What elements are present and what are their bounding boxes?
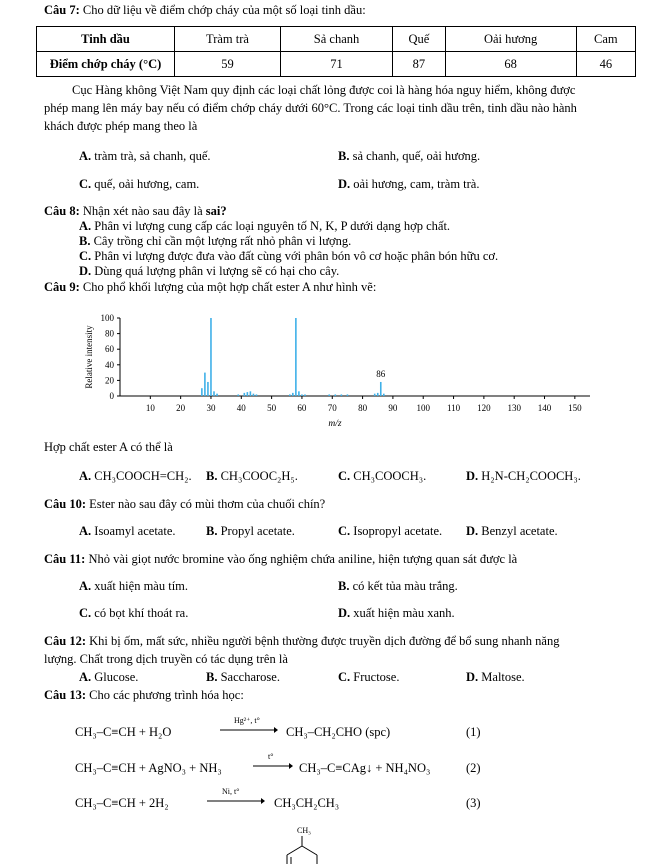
x-axis-label: m/z bbox=[328, 419, 342, 429]
q12-line2: lượng. Chất trong dịch truyền có tác dụng trên là bbox=[44, 652, 288, 666]
q12-option-c[interactable]: C. Fructose. bbox=[338, 670, 400, 684]
x-tick-label: 20 bbox=[176, 403, 186, 413]
equation-2-number: (2) bbox=[466, 761, 481, 775]
equation-2-condition: t° bbox=[268, 752, 274, 761]
q11-option-c[interactable]: C. có bọt khí thoát ra. bbox=[79, 606, 189, 620]
x-tick-label: 130 bbox=[507, 403, 521, 413]
q7-para-line2: phép mang lên máy bay nếu có điểm chớp cháy dưới 60°C. Trong các loại tinh dầu trên, tinh dầu nào hành bbox=[44, 101, 577, 115]
q8-option-c[interactable]: C. Phân vi lượng được đưa vào đất cùng với phân bón vô cơ hoặc phân bón hữu cơ. bbox=[79, 249, 499, 263]
x-tick-label: 40 bbox=[236, 403, 246, 413]
q10-option-d[interactable]: D. Benzyl acetate. bbox=[466, 524, 558, 538]
q10-option-a[interactable]: A. Isoamyl acetate. bbox=[79, 524, 176, 538]
y-tick-label: 100 bbox=[100, 313, 114, 323]
equation-1-condition: Hg²⁺, t° bbox=[234, 716, 260, 725]
q11-option-a[interactable]: A. xuất hiện màu tím. bbox=[79, 579, 189, 593]
x-tick-label: 110 bbox=[446, 403, 461, 413]
x-tick-label: 30 bbox=[206, 403, 216, 413]
oil-name: Tràm trà bbox=[175, 27, 281, 52]
flash-point-value: 87 bbox=[393, 52, 446, 77]
q13-intro: Câu 13: Cho các phương trình hóa học: bbox=[44, 688, 244, 702]
q9-option-b[interactable]: B. CH₃COOC₂H₅. bbox=[206, 469, 298, 483]
x-tick-label: 80 bbox=[358, 403, 368, 413]
q10-option-c[interactable]: C. Isopropyl acetate. bbox=[338, 524, 443, 538]
equation-3-arrow-icon bbox=[207, 797, 265, 805]
equation-3-left: CH₃–C≡CH + 2H₂ bbox=[75, 796, 169, 810]
y-axis-label: Relative intensity bbox=[84, 325, 94, 389]
q10-option-b[interactable]: B. Propyl acetate. bbox=[206, 524, 295, 538]
y-tick-label: 20 bbox=[105, 375, 114, 386]
equation-1-number: (1) bbox=[466, 725, 481, 739]
x-tick-label: 100 bbox=[416, 403, 430, 413]
y-tick-label: 0 bbox=[109, 391, 114, 401]
flash-point-value: 46 bbox=[576, 52, 635, 77]
x-tick-label: 70 bbox=[327, 403, 337, 413]
q7-para-line1: Cục Hàng không Việt Nam quy định các loại chất lỏng được coi là hàng hóa nguy hiểm, không được bbox=[72, 83, 576, 97]
equation-3-number: (3) bbox=[466, 796, 481, 810]
q11-option-d[interactable]: D. xuất hiện màu xanh. bbox=[338, 606, 455, 620]
equation-2-left: CH₃–C≡CH + AgNO₃ + NH₃ bbox=[75, 761, 222, 775]
x-tick-label: 150 bbox=[568, 403, 582, 413]
flash-point-value: 71 bbox=[280, 52, 392, 77]
q12-line1: Câu 12: Khi bị ốm, mất sức, nhiều người bệnh thường được truyền dịch đường để bổ sung nhanh năng bbox=[44, 634, 560, 648]
q8-intro: Câu 8: Nhận xét nào sau đây là sai? bbox=[44, 204, 227, 218]
x-tick-label: 10 bbox=[145, 403, 155, 413]
benzene-ring-fragment bbox=[282, 836, 322, 864]
q8-option-a[interactable]: A. Phân vi lượng cung cấp các loại nguyên tố N, K, P dưới dạng hợp chất. bbox=[79, 219, 451, 233]
q8-option-b[interactable]: B. Cây trồng chỉ cần một lượng rất nhỏ phân vi lượng. bbox=[79, 234, 352, 248]
x-tick-label: 140 bbox=[537, 403, 552, 413]
q9-option-a[interactable]: A. CH₃COOCH=CH₂. bbox=[79, 469, 192, 483]
q7-option-a[interactable]: A. tràm trà, sả chanh, quế. bbox=[79, 149, 211, 163]
q9-option-d[interactable]: D. H₂N-CH₂COOCH₃. bbox=[466, 469, 581, 483]
equation-2-right: CH₃–C≡CAg↓ + NH₄NO₃ bbox=[299, 761, 431, 775]
table-header-label: Tinh dầu bbox=[37, 27, 175, 52]
oil-name: Oải hương bbox=[445, 27, 576, 52]
x-tick-label: 50 bbox=[267, 403, 277, 413]
flash-point-table bbox=[36, 26, 636, 77]
flash-point-value: 59 bbox=[175, 52, 281, 77]
table-row-label: Điểm chớp cháy (°C) bbox=[37, 52, 175, 77]
q7-option-c[interactable]: C. quế, oải hương, cam. bbox=[79, 177, 200, 191]
q11-option-b[interactable]: B. có kết tủa màu trắng. bbox=[338, 579, 458, 593]
q12-option-b[interactable]: B. Saccharose. bbox=[206, 670, 280, 684]
q12-option-a[interactable]: A. Glucose. bbox=[79, 670, 139, 684]
q7-intro: Câu 7: Cho dữ liệu về điểm chớp cháy của một số loại tinh dầu: bbox=[44, 3, 366, 17]
q9-question: Hợp chất ester A có thể là bbox=[44, 440, 173, 454]
methyl-group-label: CH₃ bbox=[297, 826, 311, 835]
x-tick-label: 90 bbox=[388, 403, 398, 413]
q7-para-line3: khách được phép mang theo là bbox=[44, 119, 198, 133]
flash-point-value: 68 bbox=[445, 52, 576, 77]
x-tick-label: 120 bbox=[477, 403, 491, 413]
equation-1-arrow-icon bbox=[220, 726, 278, 734]
q9-intro: Câu 9: Cho phổ khối lượng của một hợp chất ester A như hình vẽ: bbox=[44, 280, 377, 294]
peak-annotation: 86 bbox=[376, 368, 386, 379]
equation-3-condition: Ni, t° bbox=[222, 787, 240, 796]
q10-intro: Câu 10: Ester nào sau đây có mùi thơm của chuối chín? bbox=[44, 497, 326, 511]
y-tick-label: 40 bbox=[105, 359, 114, 370]
equation-1-right: CH₃–CH₂CHO (spc) bbox=[286, 725, 391, 739]
q12-option-d[interactable]: D. Maltose. bbox=[466, 670, 525, 684]
q7-option-b[interactable]: B. sả chanh, quế, oải hương. bbox=[338, 149, 481, 163]
q8-option-d[interactable]: D. Dùng quá lượng phân vi lượng sẽ có hại cho cây. bbox=[79, 264, 340, 278]
mass-spectrum-chart bbox=[80, 310, 600, 430]
y-tick-label: 60 bbox=[105, 344, 114, 355]
equation-2-arrow-icon bbox=[253, 762, 293, 770]
equation-3-right: CH₃CH₂CH₃ bbox=[274, 796, 340, 810]
x-tick-label: 60 bbox=[297, 403, 307, 413]
oil-name: Quế bbox=[393, 27, 446, 52]
y-tick-label: 80 bbox=[105, 328, 114, 339]
q7-option-d[interactable]: D. oải hương, cam, tràm trà. bbox=[338, 177, 480, 191]
q11-intro: Câu 11: Nhỏ vài giọt nước bromine vào ống nghiệm chứa aniline, hiện tượng quan sát được là bbox=[44, 552, 518, 566]
q9-option-c[interactable]: C. CH₃COOCH₃. bbox=[338, 469, 427, 483]
equation-1-left: CH₃–C≡CH + H₂O bbox=[75, 725, 172, 739]
oil-name: Sả chanh bbox=[280, 27, 392, 52]
oil-name: Cam bbox=[576, 27, 635, 52]
